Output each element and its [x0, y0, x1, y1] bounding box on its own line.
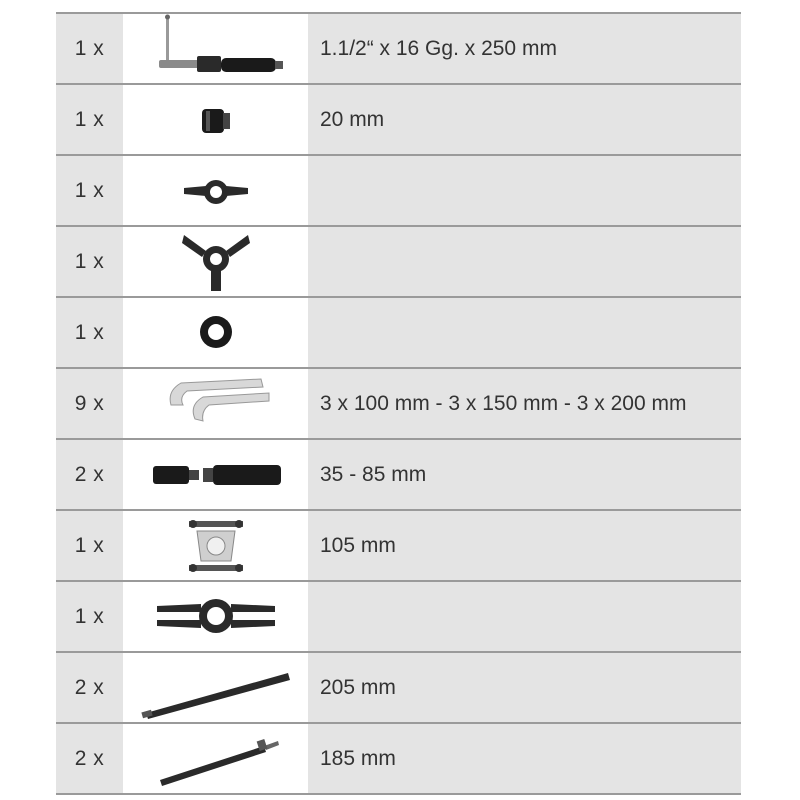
description-cell	[308, 298, 741, 367]
description-cell: 20 mm	[308, 85, 741, 154]
table-row	[56, 298, 741, 369]
description-cell: 3 x 100 mm - 3 x 150 mm - 3 x 200 mm	[308, 369, 741, 438]
table-row	[56, 85, 741, 156]
table-row	[56, 156, 741, 227]
quantity-cell: 1 x	[56, 156, 123, 225]
description-cell	[308, 227, 741, 296]
description-cell: 205 mm	[308, 653, 741, 722]
quantity-cell: 1 x	[56, 511, 123, 580]
description-cell	[308, 582, 741, 651]
table-row	[56, 14, 741, 85]
quantity-cell: 1 x	[56, 298, 123, 367]
table-row	[56, 369, 741, 440]
slide-hammer-icon	[141, 14, 291, 83]
quantity-cell: 1 x	[56, 582, 123, 651]
adapter-nut-icon	[186, 85, 246, 154]
table-row	[56, 724, 741, 795]
short-rod-icon	[146, 724, 286, 793]
description-cell	[308, 156, 741, 225]
table-row	[56, 582, 741, 653]
description-cell: 185 mm	[308, 724, 741, 793]
quantity-cell: 2 x	[56, 440, 123, 509]
three-arm-yoke-icon	[166, 227, 266, 296]
ring-icon	[186, 298, 246, 367]
table-row	[56, 440, 741, 511]
description-cell: 105 mm	[308, 511, 741, 580]
bearing-separator-icon	[171, 511, 261, 580]
table-row	[56, 227, 741, 298]
quantity-cell: 2 x	[56, 724, 123, 793]
table-row	[56, 653, 741, 724]
quantity-cell: 9 x	[56, 369, 123, 438]
table-row	[56, 511, 741, 582]
parts-table	[56, 12, 741, 795]
long-rod-icon	[136, 653, 296, 722]
description-cell: 1.1/2“ x 16 Gg. x 250 mm	[308, 14, 741, 83]
quantity-cell: 2 x	[56, 653, 123, 722]
quantity-cell: 1 x	[56, 85, 123, 154]
spindle-adapters-icon	[141, 440, 291, 509]
quantity-cell: 1 x	[56, 14, 123, 83]
cross-bar-icon	[151, 582, 281, 651]
two-arm-yoke-icon	[166, 156, 266, 225]
quantity-cell: 1 x	[56, 227, 123, 296]
description-cell: 35 - 85 mm	[308, 440, 741, 509]
puller-jaws-icon	[151, 369, 281, 438]
